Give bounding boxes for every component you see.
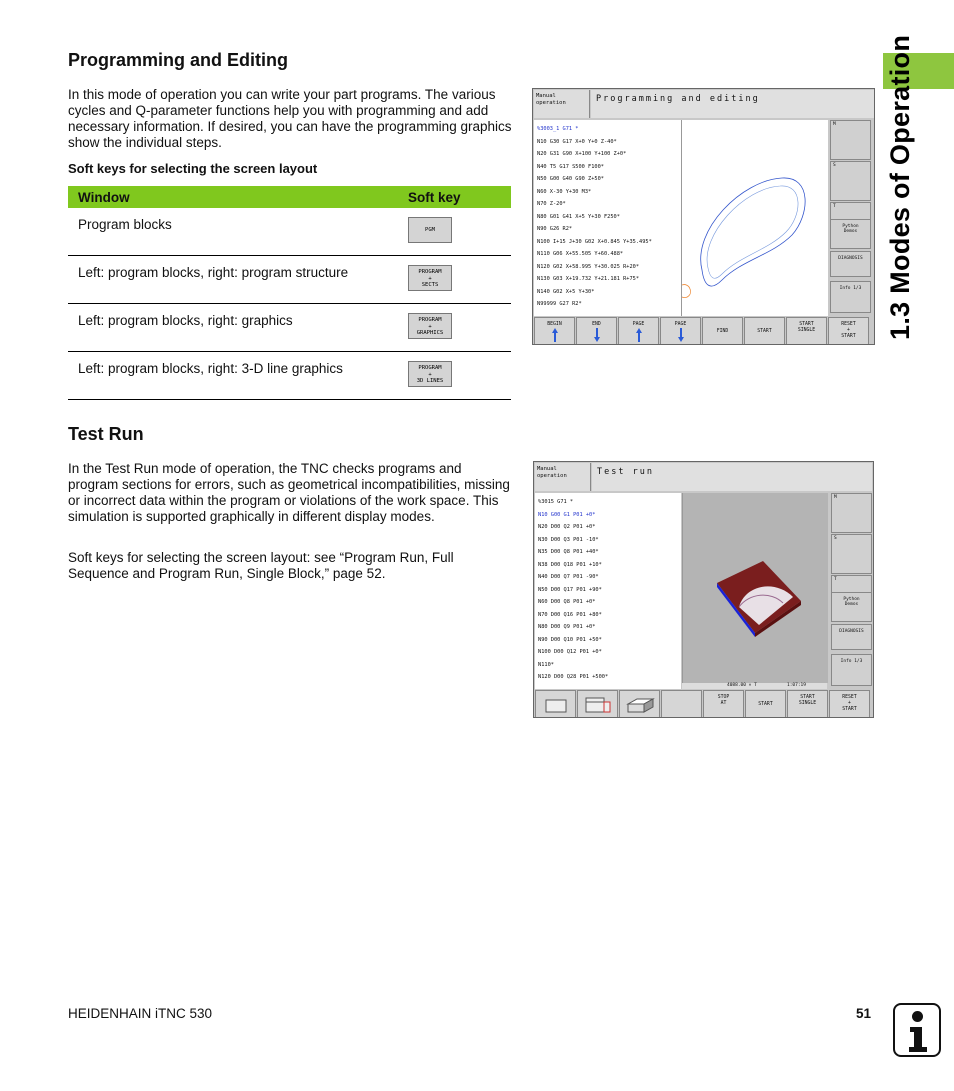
side-softkey-s[interactable]: S xyxy=(830,161,871,201)
program-line: N100 I+15 J+30 G02 X+0.845 Y+35.495* xyxy=(537,238,652,245)
program-line: N40 D00 Q7 P01 -90* xyxy=(538,574,599,580)
screen-title: Test run xyxy=(592,463,872,491)
table-row xyxy=(68,352,511,400)
plan-view-icon xyxy=(545,699,567,713)
contour-graphics xyxy=(681,120,828,316)
three-planes-icon xyxy=(584,696,612,714)
softkey-stop-at[interactable]: STOP AT xyxy=(703,690,744,718)
program-line: N110 G06 X+55.505 Y+60.488* xyxy=(537,251,624,257)
program-line: N30 D00 Q3 P01 -10* xyxy=(538,536,599,543)
program-line: N130 G03 X+19.732 Y+21.181 R+75* xyxy=(537,276,640,282)
program-line: N35 D00 Q8 P01 +40* xyxy=(538,549,599,555)
status-time: 4088.00 × T xyxy=(727,683,757,688)
softkey-bar xyxy=(534,317,870,345)
program-line: N90 G26 R2* xyxy=(537,226,573,232)
simulation-graphics xyxy=(682,493,828,683)
softkey-end[interactable]: END xyxy=(576,317,617,345)
mode-label: Manual operation xyxy=(534,90,590,118)
window-cell: Left: program blocks, right: graphics xyxy=(68,304,398,352)
section-heading-programming: Programming and Editing xyxy=(68,50,289,70)
program-line: N140 G02 X+5 Y+30* xyxy=(537,288,595,295)
side-softkey-m[interactable]: M xyxy=(830,120,871,160)
side-softkey-info[interactable]: Info 1/3 xyxy=(830,281,871,313)
table-row xyxy=(68,304,511,352)
arrow-up-icon xyxy=(552,328,558,342)
solid-view-icon xyxy=(625,696,655,714)
softkey-blank[interactable] xyxy=(661,690,702,718)
arrow-down-icon xyxy=(594,328,600,342)
softkey-reset-start[interactable]: RESET + START xyxy=(829,690,870,718)
program-line: N38 D00 Q18 P01 +10* xyxy=(538,561,602,568)
window-cell: Program blocks xyxy=(68,208,398,256)
table-caption: Soft keys for selecting the screen layout xyxy=(68,161,318,176)
program-listing xyxy=(535,493,681,689)
program-line: N60 X-30 Y+30 M3* xyxy=(537,188,592,195)
program-line: N110* xyxy=(538,661,554,668)
side-softkey-python-demos[interactable]: Python Demos xyxy=(831,592,872,622)
program-line: N10 G00 G1 P01 +0* xyxy=(538,511,596,518)
program-line: %3015 G71 * xyxy=(538,499,574,505)
program-line: N70 Z-20* xyxy=(537,201,566,207)
softkey-bar xyxy=(535,690,871,718)
softkey-start[interactable]: START xyxy=(744,317,785,345)
softkey-view-3d[interactable] xyxy=(619,690,660,718)
program-line: N80 D00 Q9 P01 +0* xyxy=(538,624,596,630)
program-line: N90 D00 Q10 P01 +50* xyxy=(538,636,602,643)
side-softkey-python-demos[interactable]: Python Demos xyxy=(830,219,871,249)
program-line: %3003_1 G71 * xyxy=(537,126,579,132)
softkey-program-sects: PROGRAM + SECTS xyxy=(408,265,452,291)
column-header-softkey: Soft key xyxy=(398,186,511,208)
program-line: N20 D00 Q2 P01 +0* xyxy=(538,524,596,530)
program-line: N60 D00 Q8 P01 +0* xyxy=(538,599,596,605)
softkey-table xyxy=(68,186,511,400)
softkey-page-down[interactable]: PAGE xyxy=(660,317,701,345)
softkey-view-3planes[interactable] xyxy=(577,690,618,718)
program-line: N50 G00 G40 G90 Z+50* xyxy=(537,176,604,182)
softkey-find[interactable]: FIND xyxy=(702,317,743,345)
program-line: N10 G30 G17 X+0 Y+0 Z-40* xyxy=(537,138,617,145)
info-icon xyxy=(893,1003,941,1057)
arrow-down-icon xyxy=(678,328,684,342)
softkey-page-up[interactable]: PAGE xyxy=(618,317,659,345)
program-line: N40 T5 G17 S500 F100* xyxy=(537,163,604,170)
softkey-program-3d-lines: PROGRAM + 3D LINES xyxy=(408,361,452,387)
page-number: 51 xyxy=(856,1006,872,1021)
side-softkey-t[interactable]: T xyxy=(830,202,871,242)
softkey-begin[interactable]: BEGIN xyxy=(534,317,575,345)
status-clock: 1:07:19 xyxy=(787,683,806,688)
softkey-pgm: PGM xyxy=(408,217,452,243)
section-heading-test-run: Test Run xyxy=(68,424,144,444)
program-line: N100 D00 Q12 P01 +0* xyxy=(538,649,602,655)
softkey-start-single[interactable]: START SINGLE xyxy=(787,690,828,718)
screenshot-test-run xyxy=(533,461,874,718)
program-line: N70 D00 Q16 P01 +80* xyxy=(538,611,602,618)
program-line: N80 G01 G41 X+5 Y+30 F250* xyxy=(537,213,620,220)
side-softkey-t[interactable]: T xyxy=(831,575,872,615)
side-softkey-diagnosis[interactable]: DIAGNOSIS xyxy=(831,624,872,650)
window-cell: Left: program blocks, right: program structure xyxy=(68,256,398,304)
footer-product: HEIDENHAIN iTNC 530 xyxy=(68,1006,213,1021)
chapter-title: 1.3 Modes of Operation xyxy=(885,34,915,340)
section-body-programming: In this mode of operation you can write your part programs. The various cycles and Q-parameter functions help you with programming and add necessary information. If desired, you can have the programming graphics show the individual steps. xyxy=(68,87,512,150)
status-bar xyxy=(682,683,827,689)
column-header-window: Window xyxy=(68,186,398,208)
softkey-program-graphics: PROGRAM + GRAPHICS xyxy=(408,313,452,339)
program-line: N50 D00 Q17 P01 +90* xyxy=(538,586,602,593)
side-softkey-m[interactable]: M xyxy=(831,493,872,533)
side-softkey-diagnosis[interactable]: DIAGNOSIS xyxy=(830,251,871,277)
program-line: N20 G31 G90 X+100 Y+100 Z+0* xyxy=(537,151,627,157)
side-softkey-s[interactable]: S xyxy=(831,534,872,574)
mode-label: Manual operation xyxy=(535,463,591,491)
softkey-reset-start[interactable]: RESET + START xyxy=(828,317,869,345)
table-header-row xyxy=(68,186,511,208)
program-line: N99999 G27 R2* xyxy=(537,301,582,307)
table-row xyxy=(68,256,511,304)
program-line: N120 G02 X+58.995 Y+30.025 R+20* xyxy=(537,263,640,270)
softkey-start-single[interactable]: START SINGLE xyxy=(786,317,827,345)
section-body-test-run-2: Soft keys for selecting the screen layout: see “Program Run, Full Sequence and Program Run, Single Block,” page 52. xyxy=(68,550,454,581)
softkey-start[interactable]: START xyxy=(745,690,786,718)
screen-title: Programming and editing xyxy=(591,90,874,118)
program-line: N120 D00 Q28 P01 +500* xyxy=(538,674,609,680)
section-body-test-run: In the Test Run mode of operation, the TNC checks programs and program sections for errors, such as geometrical incompatibilities, missing or incorrect data within the program or violations of the work space. This simulation is supported graphically in different display modes. xyxy=(68,461,510,524)
program-listing xyxy=(534,120,681,316)
side-softkey-info[interactable]: Info 1/3 xyxy=(831,654,872,686)
table-row xyxy=(68,208,511,256)
screenshot-programming xyxy=(532,88,875,345)
softkey-view-plan[interactable] xyxy=(535,690,576,718)
arrow-up-icon xyxy=(636,328,642,342)
window-cell: Left: program blocks, right: 3-D line graphics xyxy=(68,352,398,400)
